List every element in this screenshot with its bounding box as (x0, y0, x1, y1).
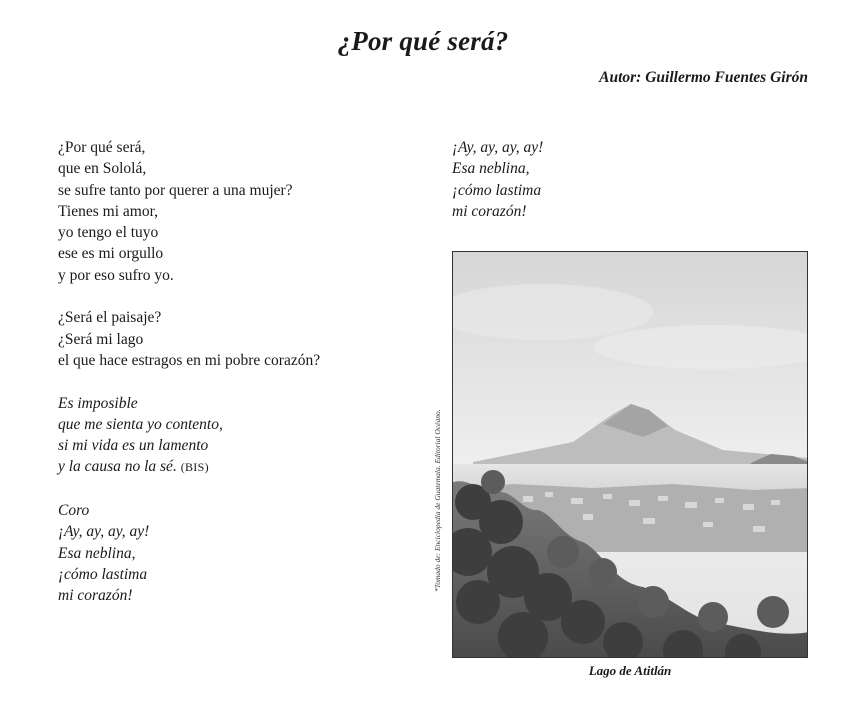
stanza-5 (452, 137, 812, 222)
verse-line: ¡cómo lastima (58, 565, 148, 583)
bis-marker: (BIS) (180, 460, 209, 475)
verse-line-with-bis (58, 456, 428, 478)
lake-landscape-image (453, 252, 808, 658)
chorus-label: Coro (58, 502, 90, 520)
stanza-4-chorus (58, 500, 428, 606)
verse-line: que en Sololá, (58, 160, 147, 178)
verse-line: ¡cómo lastima (452, 181, 542, 199)
left-column (58, 137, 428, 628)
verse-line: si mi vida es un lamento (58, 437, 209, 455)
verse-line: Tienes mi amor, (58, 202, 158, 220)
photo-credit (430, 262, 446, 592)
verse-line: se sufre tanto por querer a una mujer? (58, 181, 293, 199)
stanza-3 (58, 393, 428, 479)
stanza-1 (58, 137, 428, 286)
poem-author: Autor: Guillermo Fuentes Girón (599, 69, 808, 86)
verse-line: Es imposible (58, 394, 138, 412)
verse-line: ¡Ay, ay, ay, ay! (452, 139, 544, 156)
verse-line: ¿Por qué será, (58, 139, 146, 156)
photo-caption: Lago de Atitlán (588, 663, 672, 678)
verse-line: ¿Será mi lago (58, 330, 144, 348)
lake-photo (452, 251, 808, 658)
verse-line: y la causa no la sé. (58, 458, 177, 476)
verse-line: ese es mi orgullo (58, 245, 164, 263)
verse-line: Esa neblina, (452, 160, 530, 178)
verse-line: y por eso sufro yo. (58, 266, 174, 284)
verse-line: ¡Ay, ay, ay, ay! (58, 523, 150, 541)
poem-title: ¿Por qué será? (337, 26, 509, 56)
verse-line: mi corazón! (452, 202, 527, 220)
verse-line: mi corazón! (58, 587, 133, 605)
verse-line: que me sienta yo contento, (58, 415, 223, 433)
verse-line: ¿Será el paisaje? (58, 309, 162, 327)
stanza-2 (58, 307, 428, 371)
photo-credit-text: *Tomado de: Enciclopedia de Guatemala. Editorial Océano. (433, 409, 442, 592)
verse-line: el que hace estragos en mi pobre corazón? (58, 351, 321, 369)
verse-line: yo tengo el tuyo (58, 224, 159, 242)
verse-line: Esa neblina, (58, 544, 136, 562)
right-column (452, 137, 812, 243)
